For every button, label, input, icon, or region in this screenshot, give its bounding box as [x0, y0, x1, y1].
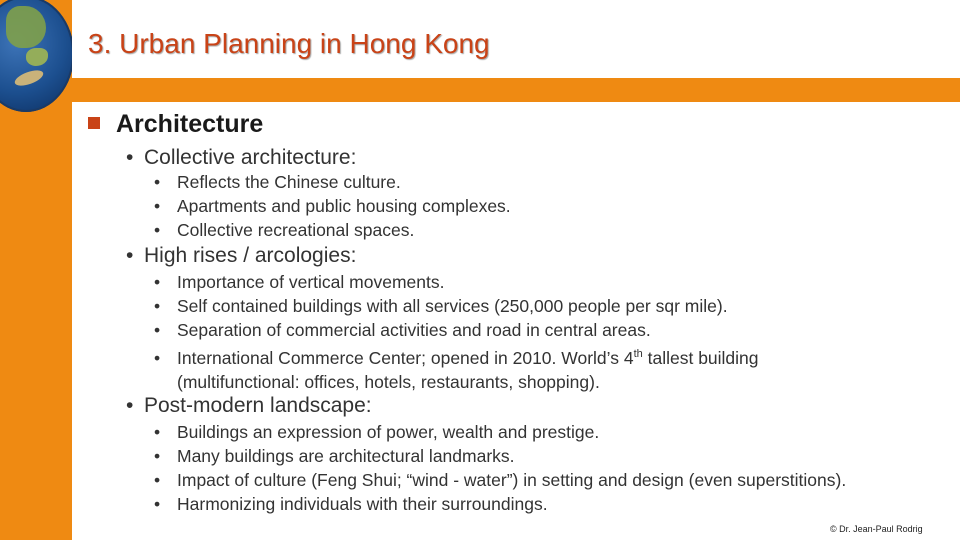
list-item: • Apartments and public housing complexes. [154, 196, 511, 216]
group-label-high-rises: • High rises / arcologies: [126, 244, 357, 267]
section-heading: Architecture [116, 110, 264, 138]
list-item: • Harmonizing individuals with their surroundings. [154, 494, 548, 514]
list-item: • Separation of commercial activities and road in central areas. [154, 320, 651, 340]
list-item: • Self contained buildings with all services (250,000 people per sqr mile). [154, 296, 728, 316]
copyright-notice: © Dr. Jean-Paul Rodrig [830, 524, 923, 534]
section-heading-row [88, 110, 263, 139]
list-item: • International Commerce Center; opened in 2010. World’s 4th tallest building (multifunctional: offices, hotels, restaurants, shopping). [154, 347, 759, 392]
bullet-icon: • [126, 146, 134, 169]
list-item: • Buildings an expression of power, wealth and prestige. [154, 422, 600, 442]
slide-header [72, 0, 960, 78]
list-item: • Importance of vertical movements. [154, 272, 445, 292]
list-item: • Collective recreational spaces. [154, 220, 415, 240]
header-accent-bar [72, 78, 960, 102]
slide-title: 3. Urban Planning in Hong Kong [88, 28, 490, 59]
slide-content [72, 102, 960, 540]
list-item: • Many buildings are architectural landmarks. [154, 446, 515, 466]
bullet-icon: • [126, 244, 134, 267]
group-label-collective: • Collective architecture: [126, 146, 357, 169]
list-item: • Impact of culture (Feng Shui; “wind - water”) in setting and design (even superstitions). [154, 470, 847, 490]
square-bullet-icon [88, 117, 100, 129]
bullet-icon: • [126, 394, 134, 417]
group-label-post-modern: • Post-modern landscape: [126, 394, 372, 417]
list-item: • Reflects the Chinese culture. [154, 172, 401, 192]
